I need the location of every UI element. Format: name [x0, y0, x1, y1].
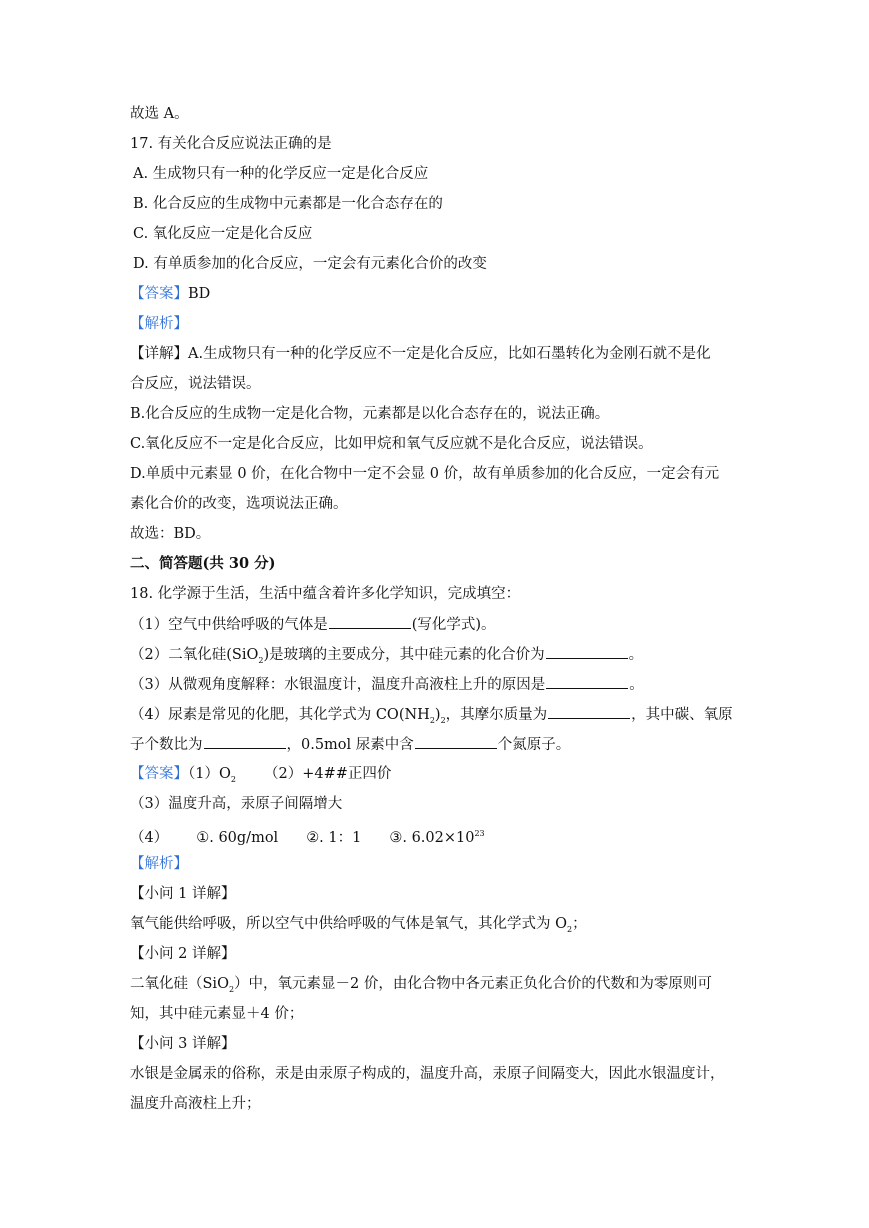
sub3-tag: 【小问 3 详解】 [130, 1036, 236, 1052]
sub3-text-line2: 温度升高液柱上升； [130, 1096, 261, 1112]
q18-part3 [130, 674, 644, 695]
part4-text-c: ，其摩尔质量为 [445, 707, 548, 723]
part3-text: （3）从微观角度解释：水银温度计，温度升高液柱上升的原因是 [130, 677, 546, 693]
part3-suffix: 。 [629, 677, 644, 693]
subscript: 2 [230, 774, 236, 784]
part4-text-d: ，其中碳、氧原 [631, 707, 733, 723]
detail-tag: 【详解】 [130, 346, 188, 362]
q17-detail-b: B.化合反应的生成物一定是化合物，元素都是以化合态存在的，说法正确。 [130, 406, 610, 422]
answer-blank [415, 734, 497, 749]
q18-part2 [130, 644, 643, 671]
detail-a-text: A.生成物只有一种的化学反应不一定是化合反应，比如石墨转化为金刚石就不是化 [188, 346, 711, 362]
sub2-body-b: ）中，氧元素显－2 价，由化合物中各元素正负化合价的代数和为零原则可 [234, 976, 712, 992]
sub2-tag: 【小问 2 详解】 [130, 946, 236, 962]
q17-detail-d-line2: 素化合价的改变，选项说法正确。 [130, 496, 348, 512]
subscript: 2 [228, 984, 235, 994]
section-title: 二、简答题(共 30 分) [130, 555, 276, 572]
q17-answer-line [130, 284, 210, 304]
answer-tag: 【答案】 [130, 766, 188, 782]
answer-tag: 【答案】 [130, 286, 188, 302]
answer-4-label: （4） [130, 829, 169, 846]
answer-blank [204, 734, 286, 749]
sub1-body: 氧气能供给呼吸，所以空气中供给呼吸的气体是氧气，其化学式为 O [130, 916, 567, 932]
q18-part4-line1 [130, 704, 733, 731]
q18-part4-line2 [130, 734, 570, 755]
answer-blank [548, 704, 630, 719]
part2-text: （2）二氧化硅(SiO [130, 647, 259, 663]
subscript: 2 [440, 715, 446, 725]
q17-option-b: B. 化合反应的生成物中元素都是一化合态存在的 [133, 196, 443, 212]
q17-option-c: C. 氧化反应一定是化合反应 [133, 226, 313, 242]
q17-detail-d-line1: D.单质中元素显 0 价，在化合物中一定不会显 0 价，故有单质参加的化合反应，一定会有元 [130, 466, 720, 482]
superscript: 23 [474, 829, 485, 838]
q17-detail-a-line2: 合反应，说法错误。 [130, 376, 261, 392]
q17-stem: 17. 有关化合反应说法正确的是 [130, 136, 332, 152]
sub2-text-line2: 知，其中硅元素显＋4 价； [130, 1006, 304, 1022]
part4-text-b: ) [434, 707, 441, 723]
q17-option-a: A. 生成物只有一种的化学反应一定是化合反应 [133, 166, 429, 182]
answer-4-2: ②. 1：1 [306, 829, 362, 846]
subscript: 2 [258, 655, 264, 665]
answer-4-3: ③. 6.02×10 [389, 829, 475, 846]
q18-stem: 18. 化学源于生活，生活中蕴含着许多化学知识，完成填空： [130, 586, 521, 602]
answer-blank [546, 674, 628, 689]
sub1-tag: 【小问 1 详解】 [130, 886, 236, 902]
answer-4-1: ①. 60g/mol [196, 829, 279, 846]
part2-suffix: 。 [628, 647, 644, 663]
part4-text-f: ，0.5mol 尿素中含 [286, 737, 414, 753]
answer-1: （1）O [188, 766, 231, 782]
q17-detail-c: C.氧化反应不一定是化合反应，比如甲烷和氧气反应就不是化合反应，说法错误。 [130, 436, 653, 452]
q18-answer-line1 [130, 764, 391, 790]
part4-text-g: 个氮原子。 [497, 737, 571, 753]
part4-text-e: 子个数比为 [130, 737, 203, 753]
sub1-end: ； [572, 916, 587, 932]
q18-answer-line4 [130, 824, 485, 848]
q17-conclusion: 故选：BD。 [130, 526, 211, 542]
answer-blank [329, 614, 411, 629]
answer-2: （2）+4##正四价 [263, 766, 392, 782]
subscript: 2 [429, 715, 435, 725]
q18-part1 [130, 614, 496, 635]
q18-answer-3: （3）温度升高，汞原子间隔增大 [130, 796, 343, 812]
answer-blank [546, 644, 628, 659]
q17-answer: BD [188, 286, 211, 302]
sub1-text [130, 914, 587, 940]
part1-suffix: (写化学式)。 [411, 617, 496, 633]
part2-text-b: )是玻璃的主要成分，其中硅元素的化合价为 [263, 647, 545, 663]
q17-detail-a-line1 [130, 344, 711, 364]
q17-analysis-tag: 【解析】 [130, 316, 188, 332]
subscript: 2 [567, 924, 573, 934]
sub2-text-line1 [130, 974, 712, 1000]
prev-conclusion: 故选 A。 [130, 106, 189, 122]
part1-text: （1）空气中供给呼吸的气体是 [130, 617, 328, 633]
sub3-text-line1: 水银是金属汞的俗称，汞是由汞原子构成的，温度升高，汞原子间隔变大，因此水银温度计， [130, 1066, 725, 1082]
part4-text: （4）尿素是常见的化肥，其化学式为 CO(NH [130, 707, 430, 723]
q17-option-d: D. 有单质参加的化合反应，一定会有元素化合价的改变 [133, 256, 487, 272]
sub2-body-a: 二氧化硅（SiO [130, 976, 229, 992]
q18-analysis-tag: 【解析】 [130, 856, 188, 872]
